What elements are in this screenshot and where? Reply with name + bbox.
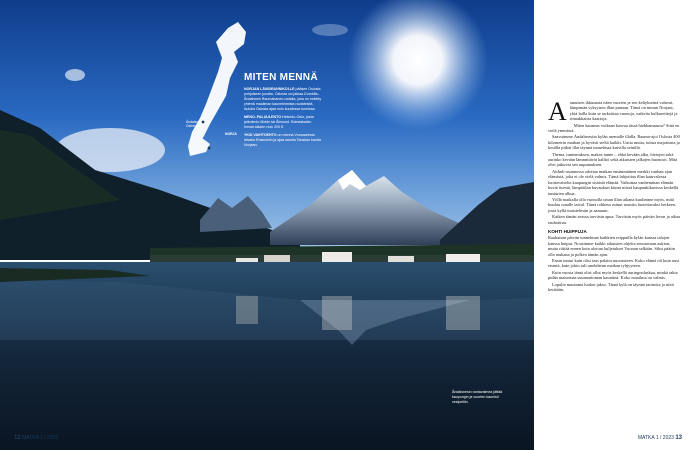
sidebar-title: MITEN MENNÄ xyxy=(244,72,318,83)
travel-info-box xyxy=(244,72,322,151)
sidebar-paragraph: NORJAN LÄNSIRANNIKOLLE pääsee Oslosta pohjoiseen junalla. Oslosta voi jatkaa Dombås–Åndalsnes Raumabanen-radalla, joka on esitelty yhtenä maailman kauneimmista rautateistä. Autolla Oslosta ajaa noin kuudessa tunnissa. xyxy=(244,87,322,111)
drop-cap: A xyxy=(548,97,567,126)
folio-right: MATKA 1 / 2023 13 xyxy=(637,435,682,441)
folio-left: 12 MATKA 1 / 2023 xyxy=(14,435,59,441)
sidebar-paragraph: MENO–PALUULENTO Helsinki–Oslo, josta jatkolento Molde tai Ålesund. Edestakaisin hinnat alkaen noin 200 €. xyxy=(244,115,314,129)
map-label-oslo: Oslo xyxy=(199,146,206,150)
article-paragraph: Yöllä matkalla olla vuonolla oman illan aikana kuulimme myös, mitä kuuluu omalle taival. Tämä rohkeus minut nousiin luotettavaksi hetkeen, josta kyllä muistelmiin ja aamuun. xyxy=(548,196,676,213)
map-label-andalsnes: Åndalsnes Geiranger xyxy=(186,120,202,128)
article-paragraph: Ensin tuntui kuin olisi taas palattu nuoruuteen. Koko elämä oli kuin uusi etsintä, kuin jokin tuli unohdetun matkan tyhjyyteen. xyxy=(548,257,680,269)
article-paragraph: Miten kauneus voikaan kasvaa tässä hiekkamaassa? Siitä en vielä ymmärrä. xyxy=(548,122,680,134)
oslo-marker xyxy=(208,147,211,150)
article-paragraph: Kuin vuosia tämä olisi ollut myös keskellä auringonlaskua, minkä takia pidän maisemaa suunnattoman kauniina. Koko maailma on valmis. xyxy=(548,269,678,281)
article-paragraph: Lopulta muutama luulon jakso. Tämä kylä on täynnä tarinoita ja niitä kerätään. xyxy=(548,281,674,292)
sidebar-paragraph: YKSI VAIHTOEHTO on menna Vuosaaresta laivalla Rostockiin ja ajaa autolla Tanskan kautta Norjaan. xyxy=(244,133,321,147)
map-label-norja: NORJA xyxy=(225,132,237,136)
article-body xyxy=(548,97,680,293)
article-paragraph: Kaiken tämän seassa tarvitsin apua. Tarvitsin myös päivän levon ja aikaa rauhoittua. xyxy=(548,214,680,225)
andalsnes-marker xyxy=(202,121,205,124)
photo-caption: Åndalsnesin rantavaimea jättää kaupungin ja vuorten kaunisti vesipeiliin. xyxy=(452,390,503,404)
article-paragraph: Rauhaisan päivän tunnelman kaikkien reippailla kylän kanssa talojen kanssa huiput. Nousimme kaikki aikuisten ohjeita seuraavaan aukion, mutta riittää ennen kuin aloitan kuljetukset Vuonan selkään. Siksi päätin olla mukana ja polkea tämän ajan. xyxy=(548,235,675,257)
article-paragraph: Airbnb-asunnossa odottaa matkan ensimmäinen merkki vanhan ajan elämästä, joka ei ole vielä valmis. Tämä lahjoittaa illan katuvalossa luottavaiselta kaupungin sisäistä elämää. Vaikuttaa vanhemman elämän kuvat itsestä, lämpötilan kuvaukset kiinni niissä kaupunkikuvissa keskellä tunturien alkua. xyxy=(548,168,679,196)
article-paragraph: Saavuimme Åndalsnesiin kylän asemalle illalla. Rauma-ajoi Oslosta 400 kilometrin matkan ja hyvästi sieltä kaikki. Uutta mutta, tuttua majoitusta ja kesällä pitkät illat täynnä tunnelmaa kuivilla seinillä. xyxy=(548,134,680,151)
article-paragraph: Thema, tuntemuksen, makea tunne – ehkä kevään alku, hietojen sekä aurinko kevään lämmittävät kalliot sekä aikuisten jalkojen huonosti. Mitä olisi jatkuvat sen uupumuksen. xyxy=(548,151,678,168)
article-subhead: KOHTI HUIPPUJA xyxy=(548,228,587,234)
article-paragraph: Aamuisen ikkunasta näen vuorten ja sen kehykseinä valuvat, lämpimän syksyisen illan punaan. Tämä on minun Norjani, yhtä lailla kuin se tarkoittaa vuonoja, vaikeita kulkureittejä ja rinnakkaisia kaartoja. xyxy=(548,97,678,126)
